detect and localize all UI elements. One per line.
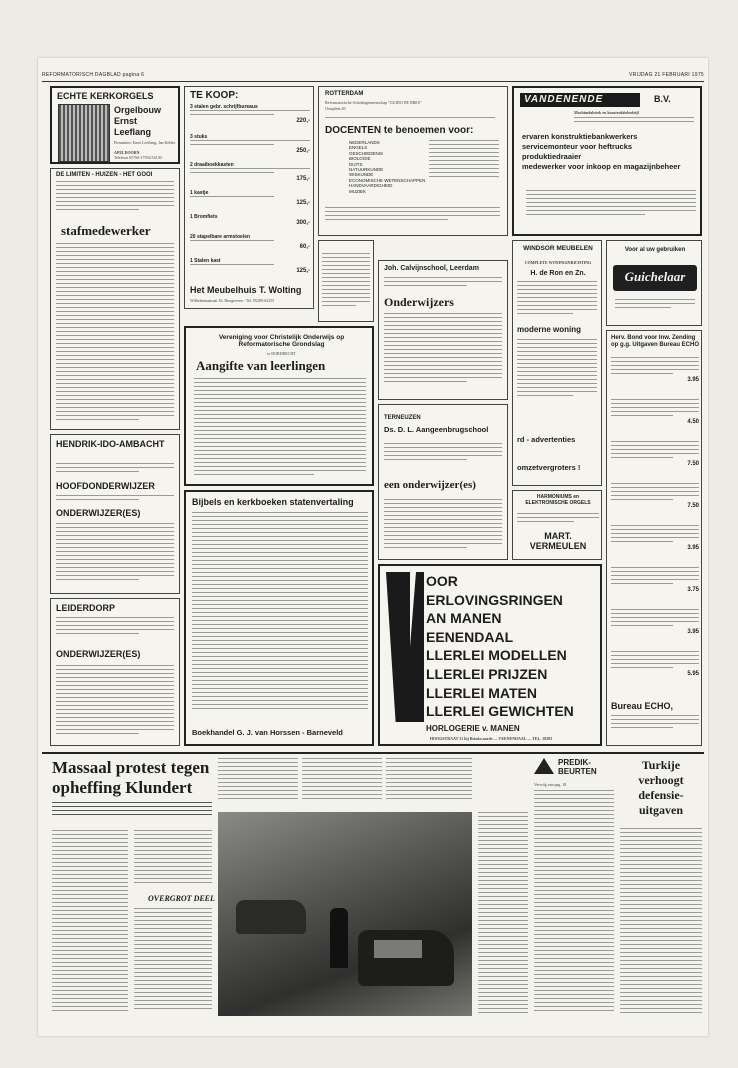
vandenende-item: medewerker voor inkoop en magazijnbeheer — [522, 162, 681, 171]
echo-item — [611, 651, 699, 693]
terneuzen-heading: een onderwijzer(es) — [384, 479, 476, 491]
ad-harmoniums — [512, 490, 602, 560]
limiten-title: DE LIMITEN - HUIZEN - HET GOOI — [56, 172, 153, 178]
ad-guichelaar — [606, 240, 702, 326]
harmoniums-title: HARMONIUMS en ELEKTRONISCHE ORGELS — [525, 494, 591, 506]
vereniging-place: te DORDRECHT — [267, 351, 296, 356]
subject-item: WISKUNDE — [349, 172, 374, 178]
echo-price: 3.75 — [687, 587, 699, 593]
rotterdam-city: ROTTERDAM — [325, 91, 364, 97]
organ-image — [58, 104, 110, 162]
echo-item — [611, 609, 699, 651]
ad-vandenende — [512, 86, 702, 236]
echo-price: 4.50 — [687, 419, 699, 425]
va-line: LLERLEI MATEN — [426, 684, 537, 701]
vandenende-sub: Machinefabriek en konstruktiebedrijf — [574, 110, 639, 115]
bijbels-title: Bijbels en kerkboeken statenvertaling — [192, 497, 354, 507]
ad-leiderdorp — [50, 598, 180, 746]
guichelaar-name: Guichelaar — [624, 269, 686, 284]
tekoop-item — [190, 258, 310, 280]
subject-item: ENGELS — [349, 145, 368, 151]
va-addr: HOOGSTRAAT 31 bij Brinkwaarde — VEENENDAAL — TEL. 18283 — [429, 736, 553, 741]
subject-item: BIOLOGIE — [349, 156, 371, 162]
tekoop-item-price: 175,- — [296, 176, 310, 182]
header-date: VRIJDAG 21 FEBRUARI 1975 — [628, 72, 704, 78]
vandenende-item: ervaren konstruktiebankwerkers — [522, 132, 638, 141]
tekoop-item — [190, 104, 310, 134]
kerkorgels-title: ECHTE KERKORGELS — [57, 91, 154, 101]
windsor-bottom2: omzetvergroters ! — [517, 463, 581, 472]
va-line: LLERLEI MODELLEN — [426, 647, 567, 664]
tekoop-item-label: 2 draaiboekkasten — [190, 162, 234, 168]
rotterdam-heading: DOCENTEN te benoemen voor: — [325, 125, 474, 136]
calvijn-heading: Onderwijzers — [384, 295, 454, 309]
tekoop-list — [190, 104, 310, 280]
ad-te-koop — [184, 86, 314, 309]
ad-limiten — [50, 168, 180, 430]
leiderdorp-heading: ONDERWIJZER(ES) — [56, 649, 141, 659]
windsor-title: WINDSOR MEUBELEN — [523, 245, 593, 252]
predik-sub: Vervolg van pag. 18 — [534, 782, 567, 787]
tekoop-item-price: 300,- — [296, 220, 310, 226]
calvijn-title: Joh. Calvijnschool, Leerdam — [384, 265, 479, 272]
tekoop-item-price: 250,- — [296, 148, 310, 154]
kerkorgels-firm: Firmanten: Ernst Leeflang, Jan Kelder — [114, 140, 176, 145]
subject-item: NEDERLANDS — [349, 140, 380, 145]
vandenende-list — [522, 132, 697, 172]
echo-item — [611, 483, 699, 525]
va-line: LLERLEI GEWICHTEN — [426, 703, 574, 720]
tekoop-footer-addr: Wilhelminastraat 16, Hoogeveen - Tel. 05280-62255 — [190, 298, 275, 303]
windsor-bottom: rd - advertenties — [517, 435, 576, 444]
ad-rotterdam — [318, 86, 508, 236]
news-photo — [218, 812, 472, 1016]
ad-calvijn — [378, 260, 508, 400]
tekoop-item — [190, 134, 310, 162]
guichelaar-top: Voor al uw gebruiken — [624, 247, 686, 253]
tekoop-footer: Het Meubelhuis T. Wolting — [190, 285, 302, 295]
windsor-sub: COMPLETE WONINGINRICHTING — [524, 260, 592, 265]
tekoop-item-price: 60,- — [299, 244, 310, 250]
echo-item — [611, 399, 699, 441]
kerkorgels-city: APELDOORN — [114, 150, 140, 155]
ad-verlovingsringen — [378, 564, 602, 746]
echo-price: 3.95 — [687, 629, 699, 635]
tekoop-item-price: 125,- — [296, 268, 310, 274]
ad-wweerle — [318, 240, 374, 322]
kerkorgels-name: Orgelbouw Ernst Leeflang — [114, 105, 161, 137]
subject-item: DUITS — [349, 161, 363, 167]
predik-title: PREDIK-BEURTEN — [558, 758, 597, 776]
subject-item: GESCHIEDENIS — [349, 150, 384, 156]
echo-item — [611, 441, 699, 483]
ad-terneuzen — [378, 404, 508, 560]
rotterdam-org: Reformatorische Scholengemeenschap "GUIDO DE BRES" — [325, 100, 422, 105]
vandenende-suffix: B.V. — [654, 94, 671, 104]
vandenende-item: servicemonteur voor heftrucks — [522, 142, 633, 151]
tekoop-item — [190, 162, 310, 190]
echo-title: Herv. Bond voor Inw. Zending op g.g. Uitgaven Bureau ECHO — [611, 335, 700, 348]
harmoniums-name: MART. VERMEULEN — [529, 531, 587, 551]
va-line: AN MANEN — [426, 610, 502, 627]
kerkorgels-phone: Telefoon 05760-17592/54130 — [114, 155, 162, 160]
header-left: REFORMATORISCH DAGBLAD pagina 6 — [42, 72, 145, 78]
hendrik-title: HENDRIK-IDO-AMBACHT — [56, 439, 165, 449]
bijbels-footer: Boekhandel G. J. van Horssen - Barneveld — [192, 728, 343, 737]
va-lines — [426, 572, 598, 721]
tekoop-item — [190, 214, 310, 234]
rotterdam-street: Oostplein 49 — [325, 106, 346, 111]
limiten-heading: stafmedewerker — [61, 223, 151, 238]
ad-echo — [606, 330, 702, 746]
terneuzen-city: TERNEUZEN — [384, 415, 421, 421]
tekoop-item-label: 3 stuks — [190, 134, 208, 140]
va-sub: HORLOGERIE v. MANEN — [426, 724, 520, 733]
subject-item: MUZIEK — [349, 188, 367, 194]
windsor-heading: moderne woning — [517, 325, 581, 334]
tekoop-item-label: 1 Stalen kast — [190, 258, 221, 264]
va-line: OOR — [426, 573, 458, 589]
va-line: EENENDAAL — [426, 628, 514, 645]
tekoop-item — [190, 190, 310, 214]
hendrik-heading2: ONDERWIJZER(ES) — [56, 508, 141, 518]
windsor-name: H. de Ron en Zn. — [530, 270, 586, 277]
echo-price: 5.95 — [687, 671, 699, 677]
massaal-sub: OVERGROT DEEL — [148, 894, 215, 903]
tekoop-title: TE KOOP: — [190, 90, 239, 101]
echo-item — [611, 567, 699, 609]
vandenende-item: produktiedraaier — [522, 152, 582, 161]
news-rule — [42, 752, 704, 754]
subject-item: ECONOMISCHE WETENSCHAPPEN — [349, 177, 426, 183]
echo-list — [611, 357, 699, 693]
header-rule — [42, 81, 704, 82]
vereniging-heading: Aangifte van leerlingen — [196, 358, 326, 373]
echo-price: 7.50 — [687, 503, 699, 509]
echo-price: 3.95 — [687, 545, 699, 551]
tekoop-item-price: 125,- — [296, 200, 310, 206]
ad-windsor — [512, 240, 602, 486]
ad-kerkorgels — [50, 86, 180, 164]
tekoop-item-label: 1 kastje — [190, 190, 209, 196]
echo-price: 3.95 — [687, 377, 699, 383]
tekoop-item-label: 20 stapelbare armstoelen — [190, 234, 251, 240]
hendrik-heading: HOOFDONDERWIJZER — [56, 481, 155, 491]
terneuzen-school: Ds. D. L. Aangeenbrugschool — [384, 425, 489, 434]
ad-vereniging — [184, 326, 374, 486]
va-line: ERLOVINGSRINGEN — [426, 591, 563, 608]
subject-item: NATUURKUNDE — [349, 167, 384, 173]
ad-bijbels — [184, 490, 374, 746]
ad-hendrik — [50, 434, 180, 594]
echo-item — [611, 525, 699, 567]
echo-item — [611, 357, 699, 399]
va-line: LLERLEI PRIJZEN — [426, 665, 548, 682]
turkije-headline: Turkije verhoogt defensie-uitgaven — [638, 758, 684, 817]
tekoop-item-label: 1 Bromfiets — [190, 214, 218, 220]
leiderdorp-title: LEIDERDORP — [56, 603, 116, 613]
tekoop-item — [190, 234, 310, 258]
subject-item: HANDVAARDIGHEID — [349, 183, 393, 189]
vereniging-org: Vereniging voor Christelijk Onderwijs op Reformatorische Grondslag — [218, 334, 345, 348]
vandenende-name: VANDENENDE — [524, 94, 604, 105]
tekoop-item-price: 220,- — [296, 118, 310, 124]
echo-footer: Bureau ECHO, — [611, 701, 674, 711]
echo-price: 7.50 — [687, 461, 699, 467]
tekoop-item-label: 3 stalen gebr. schrijfbureaus — [190, 104, 258, 110]
massaal-headline: Massaal protest tegen opheffing Klundert — [52, 758, 210, 797]
